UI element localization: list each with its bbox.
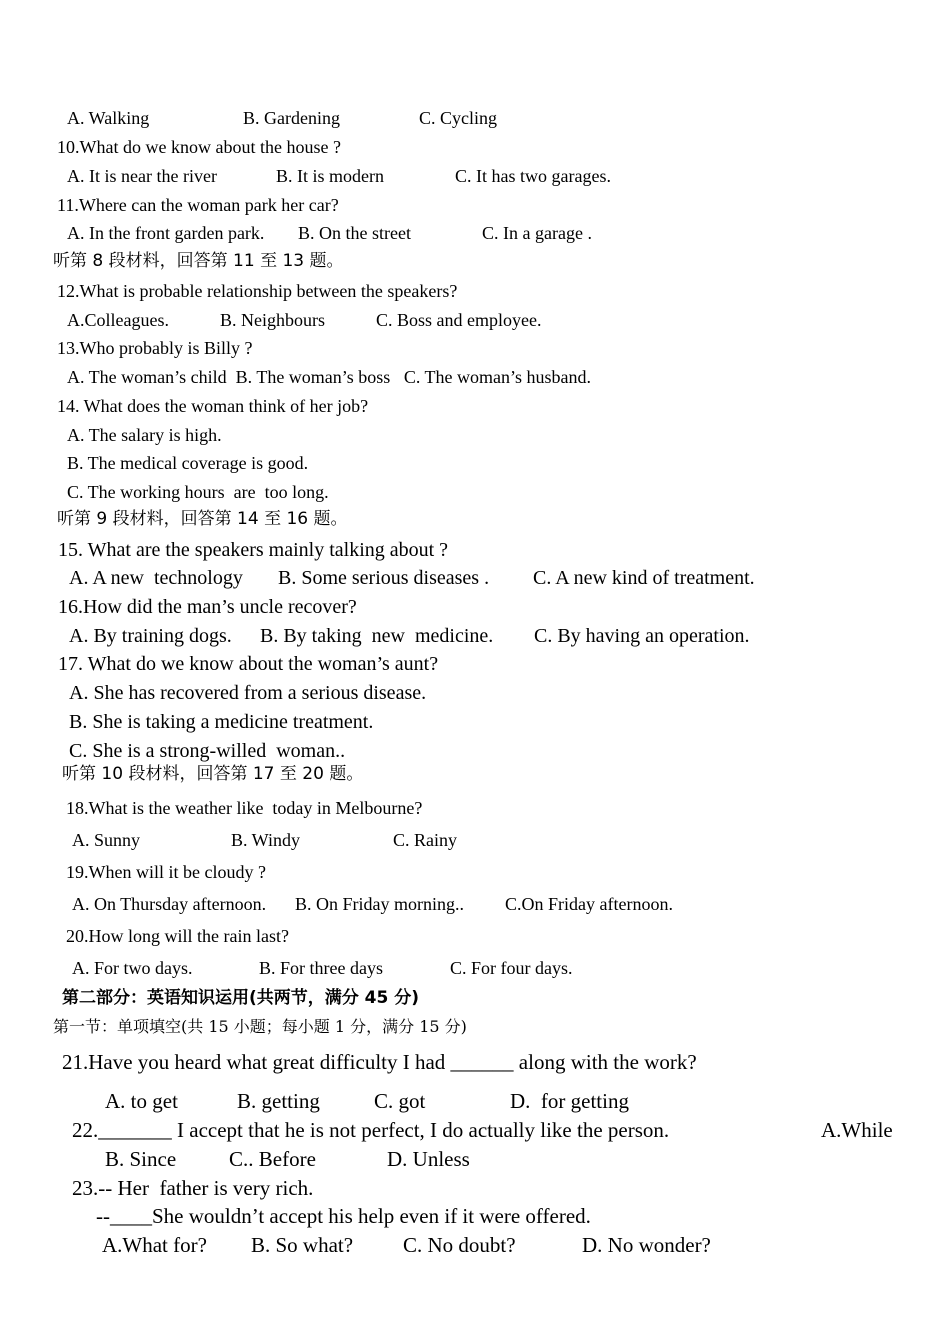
- q15-option-b: B. Some serious diseases .: [278, 567, 490, 589]
- q19-option-b: B. On Friday morning..: [295, 894, 464, 914]
- q17-question: 17. What do we know about the woman’s aunt?: [58, 653, 439, 675]
- q11-option-c: C. In a garage .: [482, 223, 592, 243]
- q23-option-a: A.What for?: [102, 1233, 207, 1257]
- q20-option-a: A. For two days.: [72, 958, 193, 978]
- q22-option-b: B. Since: [105, 1147, 177, 1171]
- q10-question: 10.What do we know about the house ?: [57, 137, 341, 157]
- q17-option-b: B. She is taking a medicine treatment.: [69, 711, 374, 733]
- q10-option-a: A. It is near the river: [67, 166, 217, 186]
- section-instruction-9: 听第 9 段材料，回答第 14 至 16 题。: [57, 509, 348, 529]
- q21-option-b: B. getting: [237, 1089, 320, 1113]
- q17-option-a: A. She has recovered from a serious disease.: [69, 682, 427, 704]
- q20-option-c: C. For four days.: [450, 958, 573, 978]
- q21-option-d: D. for getting: [510, 1089, 629, 1113]
- section-one-heading: 第一节：单项填空(共 15 小题；每小题 1 分，满分 15 分): [53, 1017, 467, 1036]
- q22-option-c: C.. Before: [229, 1147, 316, 1171]
- q18-option-b: B. Windy: [231, 830, 300, 850]
- q16-question: 16.How did the man’s uncle recover?: [58, 596, 357, 618]
- q11-option-a: A. In the front garden park.: [67, 223, 265, 243]
- q15-question: 15. What are the speakers mainly talking about ?: [58, 539, 449, 561]
- q22-option-d: D. Unless: [387, 1147, 470, 1171]
- q14-option-a: A. The salary is high.: [67, 425, 222, 445]
- section-instruction-10: 听第 10 段材料，回答第 17 至 20 题。: [62, 764, 364, 784]
- q12-option-b: B. Neighbours: [220, 310, 325, 330]
- q15-option-c: C. A new kind of treatment.: [533, 567, 755, 589]
- q10-option-b: B. It is modern: [276, 166, 384, 186]
- q16-option-a: A. By training dogs.: [69, 625, 232, 647]
- q18-question: 18.What is the weather like today in Melbourne?: [66, 798, 423, 818]
- q20-question: 20.How long will the rain last?: [66, 926, 289, 946]
- q11-question: 11.Where can the woman park her car?: [57, 195, 339, 215]
- q22-option-a: A.While: [821, 1118, 893, 1142]
- q9-option-c: C. Cycling: [419, 108, 498, 128]
- q23-option-d: D. No wonder?: [582, 1233, 711, 1257]
- q18-option-a: A. Sunny: [72, 830, 141, 850]
- q14-question: 14. What does the woman think of her job?: [57, 396, 369, 416]
- q23-option-c: C. No doubt?: [403, 1233, 516, 1257]
- q12-option-c: C. Boss and employee.: [376, 310, 542, 330]
- q15-option-a: A. A new technology: [69, 567, 243, 589]
- q22-question: 22._______ I accept that he is not perfect, I do actually like the person.: [72, 1118, 670, 1142]
- q23-question: 23.-- Her father is very rich.: [72, 1176, 314, 1200]
- q13-question: 13.Who probably is Billy ?: [57, 338, 253, 358]
- q11-option-b: B. On the street: [298, 223, 411, 243]
- q12-option-a: A.Colleagues.: [67, 310, 169, 330]
- q20-option-b: B. For three days: [259, 958, 383, 978]
- q14-option-c: C. The working hours are too long.: [67, 482, 329, 502]
- q19-option-a: A. On Thursday afternoon.: [72, 894, 267, 914]
- q14-option-b: B. The medical coverage is good.: [67, 453, 309, 473]
- q19-option-c: C.On Friday afternoon.: [505, 894, 673, 914]
- q23-option-b: B. So what?: [251, 1233, 354, 1257]
- part-two-heading: 第二部分：英语知识运用(共两节，满分 45 分): [62, 988, 420, 1008]
- q18-option-c: C. Rainy: [393, 830, 458, 850]
- q12-question: 12.What is probable relationship between the speakers?: [57, 281, 458, 301]
- q21-question: 21.Have you heard what great difficulty I had ______ along with the work?: [62, 1050, 697, 1074]
- q21-option-c: C. got: [374, 1089, 426, 1113]
- q21-option-a: A. to get: [105, 1089, 178, 1113]
- q9-option-b: B. Gardening: [243, 108, 340, 128]
- q16-option-b: B. By taking new medicine.: [260, 625, 494, 647]
- q16-option-c: C. By having an operation.: [534, 625, 750, 647]
- section-instruction-8: 听第 8 段材料，回答第 11 至 13 题。: [53, 251, 344, 271]
- q23-response: --____She wouldn’t accept his help even if it were offered.: [96, 1204, 591, 1228]
- q17-option-c: C. She is a strong-willed woman..: [69, 740, 346, 762]
- q10-option-c: C. It has two garages.: [455, 166, 611, 186]
- q19-question: 19.When will it be cloudy ?: [66, 862, 266, 882]
- q13-options: A. The woman’s child B. The woman’s boss C. The woman’s husband.: [67, 367, 591, 387]
- q9-option-a: A. Walking: [67, 108, 150, 128]
